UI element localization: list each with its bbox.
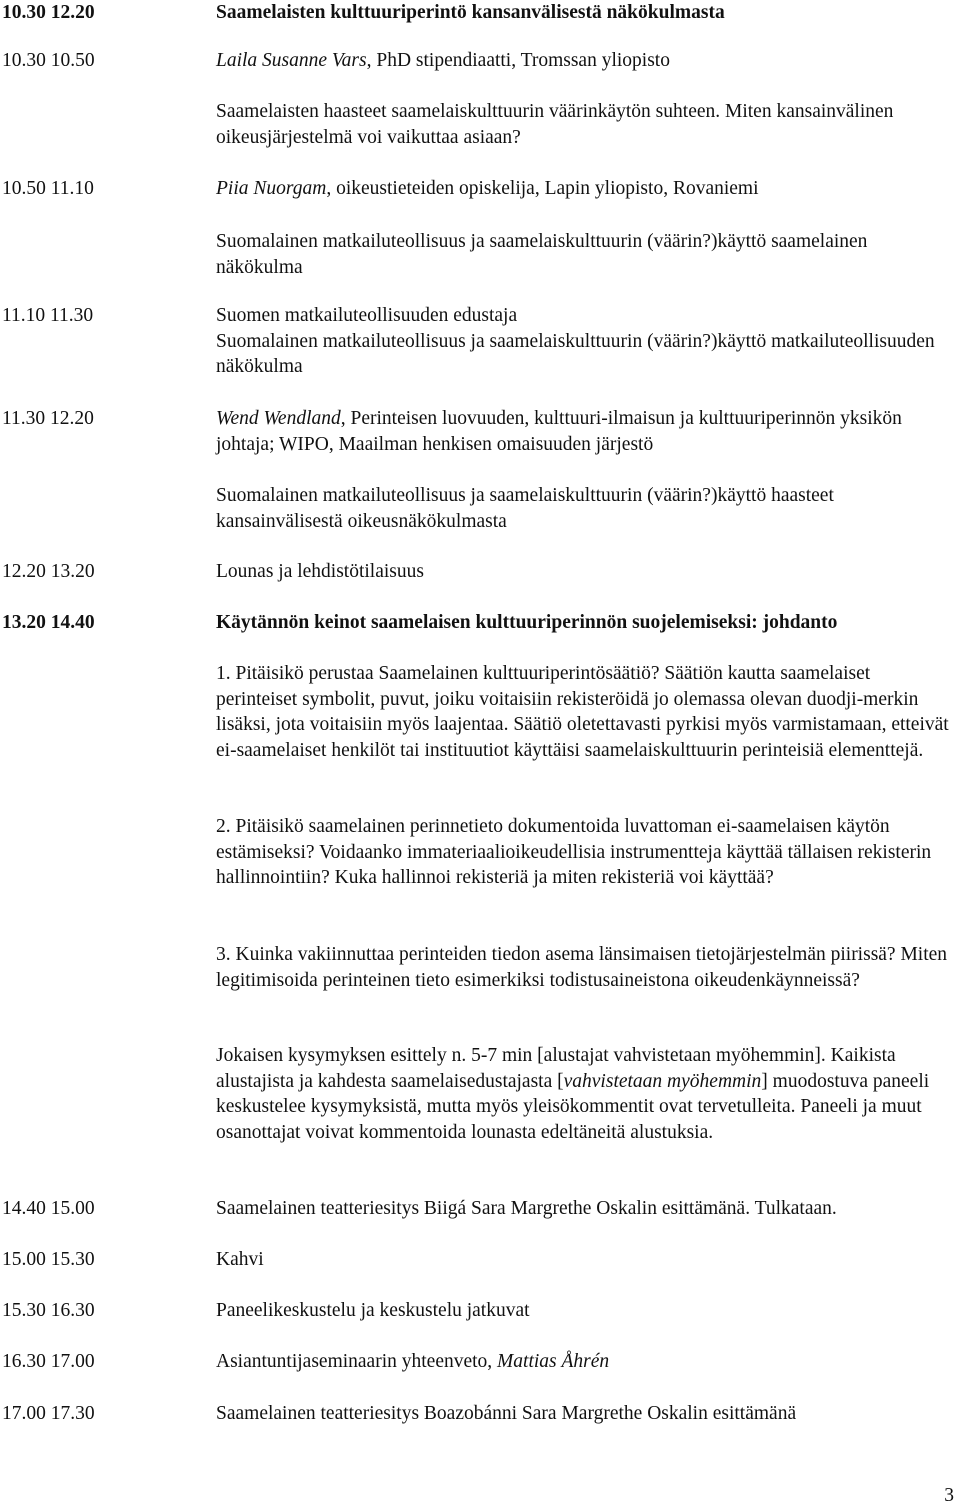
panel-description — [216, 1043, 956, 1145]
speaker-affiliation: , oikeustieteiden opiskelija, Lapin yliopisto, Rovaniemi — [326, 178, 759, 199]
session-title: Saamelaisten kulttuuriperintö kansanvälisestä näkökulmasta — [216, 2, 725, 23]
time-slot: 15.00 15.30 — [2, 1249, 95, 1270]
discussion-question: 1. Pitäisikö perustaa Saamelainen kulttuuriperintösäätiö? Säätiön kautta saamelaiset perinteiset symbolit, puvut, joiku voitaisiin rekisteröidä jo olemassa olevan duodji-merkin lisäksi, jota voitaisiin myös laajentaa. Säätiö oletettavasti pyrkisi myös varmistamaan, etteivät ei-saamelaiset henkilöt tai instituutiot käyttäisi saamelaiskulttuurin perinteisiä elementtejä. — [216, 663, 949, 761]
time-slot: 13.20 14.40 — [2, 612, 95, 633]
speaker-line — [216, 48, 956, 74]
time-slot: 11.30 12.20 — [2, 408, 94, 429]
time-slot: 10.30 10.50 — [2, 50, 95, 71]
session-title — [216, 1349, 956, 1375]
panel-text-italic: vahvistetaan myöhemmin — [563, 1070, 762, 1092]
time-slot: 14.40 15.00 — [2, 1198, 95, 1219]
speaker-name: Wend Wendland — [216, 408, 341, 429]
panel-text: Jokaisen kysymyksen esittely n. 5-7 min [alustajat vahvistetaan myöhemmin]. Kaikista alustajista ja kahdesta saamelaisedustajasta [ — [216, 1045, 896, 1092]
speaker-line: Suomen matkailuteollisuuden edustaja — [216, 305, 518, 326]
session-title: Käytännön keinot saamelaisen kulttuuriperinnön suojelemiseksi: johdanto — [216, 612, 838, 633]
speaker-name: Mattias Åhrén — [497, 1351, 610, 1372]
time-slot: 15.30 16.30 — [2, 1300, 95, 1321]
speaker-line — [216, 406, 956, 457]
talk-topic: Suomalainen matkailuteollisuus ja saamelaiskulttuurin (väärin?)käyttö matkailuteollisuuden näkökulma — [216, 330, 935, 377]
panel-text-continued: ] muodostuva paneeli keskustelee kysymyksistä, mutta myös yleisökommentit ovat tervetulleita. Paneeli ja muut osanottajat voivat kommentoida lounasta edeltäneitä alustuksia. — [216, 1070, 930, 1143]
talk-block — [216, 303, 956, 380]
discussion-question: 2. Pitäisikö saamelainen perinnetieto dokumentoida luvattoman ei-saamelaisen käytön estämiseksi? Voidaanko immateriaalioikeudellisia instrumentteja käyttää tällaisen rekisterin hallinnointiin? Kuka hallinnoi rekisteriä ja miten rekisteriä voi käyttää? — [216, 816, 932, 888]
speaker-affiliation: , PhD stipendiaatti, Tromssan yliopisto — [366, 50, 670, 71]
speaker-line — [216, 176, 956, 202]
speaker-name: Piia Nuorgam — [216, 178, 327, 199]
session-title: Saamelainen teatteriesitys Boazobánni Sara Margrethe Oskalin esittämänä — [216, 1403, 797, 1424]
page-number: 3 — [944, 1484, 954, 1506]
discussion-question: 3. Kuinka vakiinnuttaa perinteiden tiedon asema länsimaisen tietojärjestelmän piirissä? Miten legitimisoida perinteinen tieto esimerkiksi todistusaineistona oikeudenkäynneissä? — [216, 944, 948, 991]
time-slot: 16.30 17.00 — [2, 1351, 95, 1372]
session-title: Kahvi — [216, 1249, 264, 1270]
time-slot: 11.10 11.30 — [2, 305, 94, 326]
session-title: Saamelainen teatteriesitys Biigá Sara Margrethe Oskalin esittämänä. Tulkataan. — [216, 1198, 837, 1219]
time-slot: 17.00 17.30 — [2, 1403, 95, 1424]
time-slot: 10.50 11.10 — [2, 178, 94, 199]
session-text: Asiantuntijaseminaarin yhteenveto, — [216, 1351, 498, 1372]
speaker-affiliation: , Perinteisen luovuuden, kulttuuri-ilmaisun ja kulttuuriperinnön yksikön johtaja; WIPO, Maailman henkisen omaisuuden järjestö — [216, 408, 902, 455]
time-slot: 12.20 13.20 — [2, 561, 95, 582]
talk-topic: Suomalainen matkailuteollisuus ja saamelaiskulttuurin (väärin?)käyttö haasteet kansainvälisestä oikeusnäkökulmasta — [216, 485, 834, 532]
talk-topic: Saamelaisten haasteet saamelaiskulttuurin väärinkäytön suhteen. Miten kansainvälinen oikeusjärjestelmä voi vaikuttaa asiaan? — [216, 101, 894, 148]
session-title: Paneelikeskustelu ja keskustelu jatkuvat — [216, 1300, 530, 1321]
session-title: Lounas ja lehdistötilaisuus — [216, 561, 424, 582]
speaker-name: Laila Susanne Vars — [216, 50, 367, 71]
time-slot: 10.30 12.20 — [2, 2, 95, 23]
talk-topic: Suomalainen matkailuteollisuus ja saamelaiskulttuurin (väärin?)käyttö saamelainen näkökulma — [216, 231, 868, 278]
